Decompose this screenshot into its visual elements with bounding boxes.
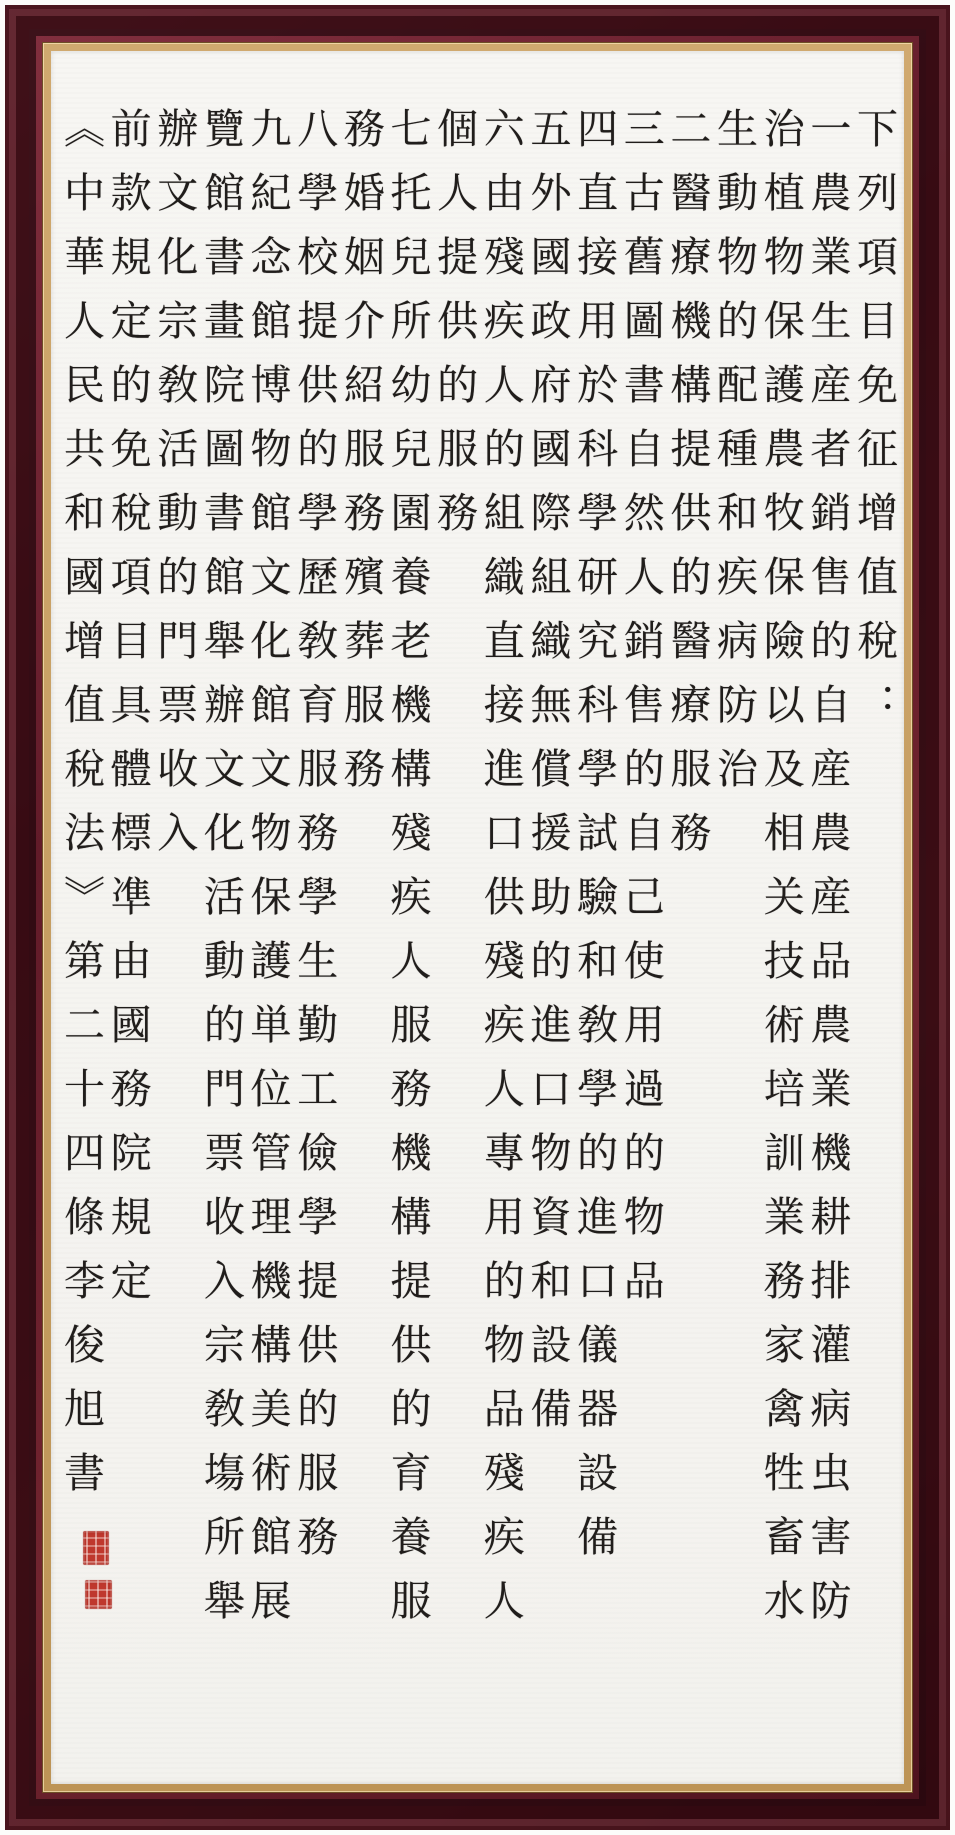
calligraphy-column-7: 四直接用於科學研究科學試驗和敎學的進口儀器設備 <box>570 107 619 1579</box>
calligraphy-column-18-colophon: ︽中華人民共和國增值稅法︾第二十四條李俊旭書 <box>56 107 105 1515</box>
calligraphy-column-11: 七托兒所幼兒園養老機構殘疾人服務機構提供的育養服 <box>383 107 432 1643</box>
calligraphy-column-5: 二醫療機構提供的醫療服務 <box>663 107 712 875</box>
calligraphy-column-16: 辦文化宗敎活動的門票收入 <box>150 107 199 875</box>
red-seal-upper <box>83 1531 109 1565</box>
calligraphy-column-10: 個人提供的服務 <box>430 107 479 555</box>
red-seal-lower <box>85 1580 112 1609</box>
calligraphy-column-8: 五外國政府國際組織無償援助的進口物資和設備 <box>523 107 572 1451</box>
gold-liner <box>42 42 913 1793</box>
calligraphy-column-12: 務婚姻介紹服務殯葬服務 <box>336 107 385 811</box>
calligraphy-column-9: 六由殘疾人的組織直接進口供殘疾人專用的物品殘疾人 <box>476 107 525 1643</box>
calligraphy-column-6: 三古舊圖書自然人銷售的自己使用過的物品 <box>616 107 665 1323</box>
calligraphy-column-1-heading: 下列項目免征增值稅： <box>850 107 898 747</box>
calligraphy-paper <box>51 51 904 1784</box>
calligraphy-column-13: 八學校提供的學歷敎育服務學生勤工儉學提供的服務 <box>290 107 339 1579</box>
calligraphy-column-2: 一農業生産者銷售的自産農産品農業機耕排灌病虫害防 <box>803 107 852 1643</box>
picture-frame <box>5 5 950 1830</box>
calligraphy-column-15: 覽館書畫院圖書館舉辦文化活動的門票收入宗敎塲所舉 <box>196 107 245 1643</box>
calligraphy-column-14: 九紀念館博物館文化館文物保護単位管理機構美術館展 <box>243 107 292 1643</box>
calligraphy-column-3: 治植物保護農牧保險以及相关技術培訓業務家禽牲畜水 <box>756 107 805 1643</box>
calligraphy-column-4: 生動物的配種和疾病防治 <box>710 107 759 811</box>
calligraphy-column-17-proviso: 前款規定的免稅項目具體標凖由國務院規定 <box>103 107 152 1323</box>
